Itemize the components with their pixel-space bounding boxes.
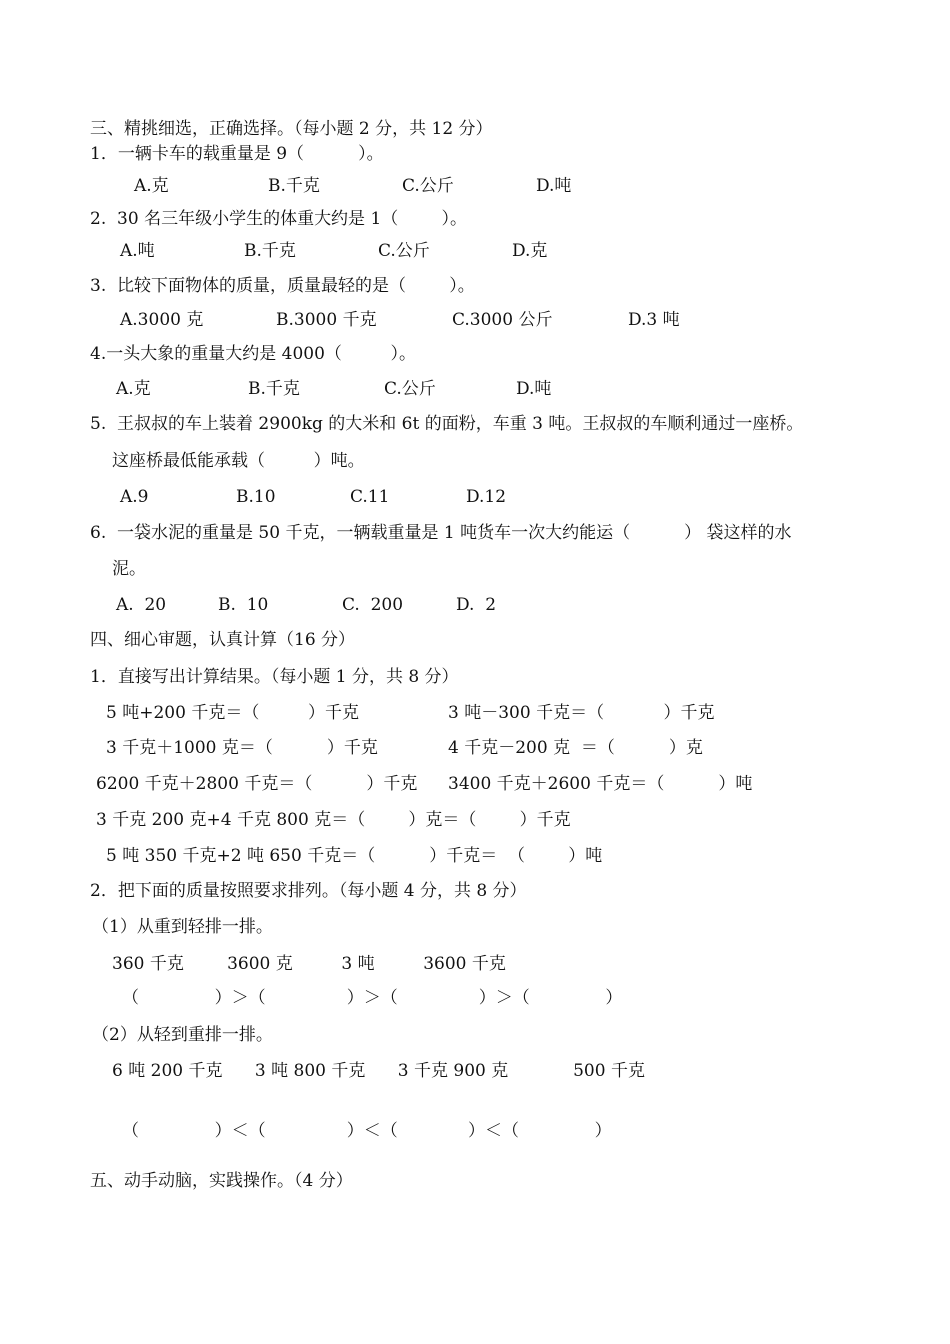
q1-option-c: C.公斤 (402, 176, 454, 196)
q3-option-b: B.3000 千克 (276, 310, 377, 330)
q4-stem: 4.一头大象的重量大约是 4000（ ）。 (90, 344, 417, 364)
q6-option-c: C. 200 (342, 595, 404, 615)
q3-stem: 3. 比较下面物体的质量，质量最轻的是（ ）。 (90, 276, 475, 296)
q6-option-a: A. 20 (116, 595, 167, 615)
q5-option-a: A.9 (120, 487, 149, 507)
subpart1-title: （1）从重到轻排一排。 (92, 917, 273, 937)
section5-title: 五、动手动脑，实践操作。（4 分） (90, 1171, 353, 1191)
subpart1-items: 360 千克 3600 克 3 吨 3600 千克 (112, 954, 506, 974)
q3-option-d: D.3 吨 (628, 310, 680, 330)
calc-1: 5 吨+200 千克＝（ ）千克 (106, 703, 359, 723)
q6-option-d: D. 2 (456, 595, 497, 615)
q2-option-d: D.克 (512, 241, 548, 261)
calc-6: 3400 千克＋2600 千克＝（ ）吨 (448, 774, 753, 794)
subpart2-title: （2）从轻到重排一排。 (92, 1025, 273, 1045)
subpart2-answer-blanks: （ ）＜（ ）＜（ ）＜（ ） (122, 1121, 612, 1141)
q1-stem: 1．一辆卡车的载重量是 9（ ）。 (90, 144, 384, 164)
calc-4: 4 千克－200 克 ＝（ ）克 (448, 738, 703, 758)
subpart1-answer-blanks: （ ）＞（ ）＞（ ）＞（ ） (122, 988, 623, 1008)
q2-option-c: C.公斤 (378, 241, 430, 261)
q5-option-b: B.10 (236, 487, 276, 507)
q5-stem-continued: 这座桥最低能承载（ ）吨。 (112, 451, 365, 471)
q4-option-d: D.吨 (516, 379, 552, 399)
calc-8: 5 吨 350 千克+2 吨 650 千克＝（ ）千克＝ （ ）吨 (106, 846, 603, 866)
q2-option-b: B.千克 (244, 241, 296, 261)
calc-3: 3 千克＋1000 克＝（ ）千克 (106, 738, 378, 758)
q1-option-d: D.吨 (536, 176, 572, 196)
section3-title: 三、精挑细选，正确选择。（每小题 2 分，共 12 分） (90, 119, 493, 139)
q4-option-a: A.克 (116, 379, 151, 399)
q2-option-a: A.吨 (120, 241, 155, 261)
calc-5: 6200 千克＋2800 千克＝（ ）千克 (96, 774, 418, 794)
q3-option-a: A.3000 克 (120, 310, 204, 330)
q5-stem: 5. 王叔叔的车上装着 2900kg 的大米和 6t 的面粉，车重 3 吨。王叔叔的车顺利通过一座桥。 (90, 414, 804, 434)
q3-option-c: C.3000 公斤 (452, 310, 553, 330)
q2-stem: 2. 30 名三年级小学生的体重大约是 1（ ）。 (90, 209, 468, 229)
part2-title: 2．把下面的质量按照要求排列。（每小题 4 分，共 8 分） (90, 881, 527, 901)
q6-option-b: B. 10 (218, 595, 269, 615)
q6-stem-continued: 泥。 (112, 559, 146, 579)
q5-option-d: D.12 (466, 487, 507, 507)
section4-title: 四、细心审题，认真计算（16 分） (90, 630, 356, 650)
subpart2-items: 6 吨 200 千克 3 吨 800 千克 3 千克 900 克 500 千克 (112, 1061, 645, 1081)
q4-option-c: C.公斤 (384, 379, 436, 399)
q5-option-c: C.11 (350, 487, 390, 507)
q1-option-b: B.千克 (268, 176, 320, 196)
calc-2: 3 吨－300 千克＝（ ）千克 (448, 703, 715, 723)
q1-option-a: A.克 (134, 176, 169, 196)
q6-stem: 6. 一袋水泥的重量是 50 千克，一辆载重量是 1 吨货车一次大约能运（ ） 袋这样的水 (90, 523, 792, 543)
q4-option-b: B.千克 (248, 379, 300, 399)
calc-7: 3 千克 200 克+4 千克 800 克＝（ ）克＝（ ）千克 (96, 810, 571, 830)
part1-title: 1．直接写出计算结果。（每小题 1 分，共 8 分） (90, 667, 459, 687)
